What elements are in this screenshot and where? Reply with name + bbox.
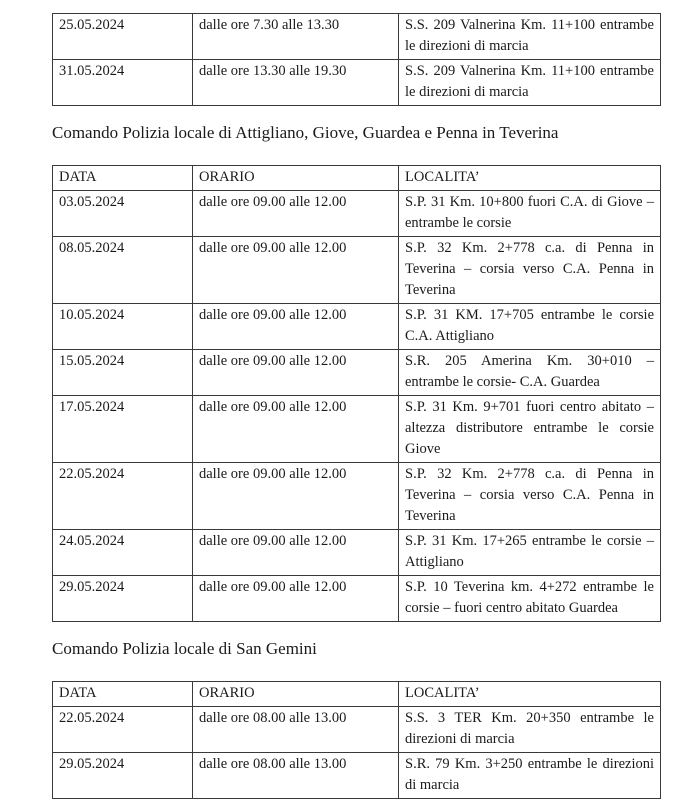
table-row: [53, 304, 661, 350]
location-cell: S.P. 10 Teverina km. 4+272 entrambe le corsie – fuori centro abitato Guardea: [399, 576, 661, 622]
table-row: [53, 60, 661, 106]
location-cell: S.P. 32 Km. 2+778 c.a. di Penna in Teverina – corsia verso C.A. Penna in Teverina: [399, 237, 661, 304]
location-cell: S.R. 79 Km. 3+250 entrambe le direzioni di marcia: [399, 753, 661, 799]
table-header-row: [53, 166, 661, 191]
date-cell: 31.05.2024: [53, 60, 193, 106]
date-cell: 22.05.2024: [53, 463, 193, 530]
table-row: [53, 463, 661, 530]
column-header-location: LOCALITA’: [399, 682, 661, 707]
schedule-table-san-gemini: [52, 681, 661, 799]
column-header-location: LOCALITA’: [399, 166, 661, 191]
location-cell: S.S. 209 Valnerina Km. 11+100 entrambe le direzioni di marcia: [399, 14, 661, 60]
section-heading-attigliano: Comando Polizia locale di Attigliano, Giove, Guardea e Penna in Teverina: [52, 123, 559, 142]
date-cell: 22.05.2024: [53, 707, 193, 753]
date-cell: 25.05.2024: [53, 14, 193, 60]
section-heading-san-gemini: Comando Polizia locale di San Gemini: [52, 639, 317, 658]
time-cell: dalle ore 08.00 alle 13.00: [193, 707, 399, 753]
time-cell: dalle ore 09.00 alle 12.00: [193, 396, 399, 463]
schedule-table-attigliano: [52, 165, 661, 622]
date-cell: 29.05.2024: [53, 576, 193, 622]
date-cell: 29.05.2024: [53, 753, 193, 799]
time-cell: dalle ore 09.00 alle 12.00: [193, 350, 399, 396]
location-cell: S.P. 31 Km. 10+800 fuori C.A. di Giove – entrambe le corsie: [399, 191, 661, 237]
location-cell: S.P. 31 KM. 17+705 entrambe le corsie C.A. Attigliano: [399, 304, 661, 350]
time-cell: dalle ore 13.30 alle 19.30: [193, 60, 399, 106]
location-cell: S.R. 205 Amerina Km. 30+010 – entrambe le corsie- C.A. Guardea: [399, 350, 661, 396]
date-cell: 10.05.2024: [53, 304, 193, 350]
date-cell: 15.05.2024: [53, 350, 193, 396]
table-row: [53, 707, 661, 753]
table-row: [53, 237, 661, 304]
column-header-date: DATA: [53, 166, 193, 191]
table-row: [53, 14, 661, 60]
time-cell: dalle ore 09.00 alle 12.00: [193, 237, 399, 304]
time-cell: dalle ore 09.00 alle 12.00: [193, 576, 399, 622]
table-row: [53, 753, 661, 799]
location-cell: S.P. 31 Km. 9+701 fuori centro abitato – altezza distributore entrambe le corsie Giove: [399, 396, 661, 463]
table-row: [53, 396, 661, 463]
location-cell: S.P. 31 Km. 17+265 entrambe le corsie – Attigliano: [399, 530, 661, 576]
time-cell: dalle ore 09.00 alle 12.00: [193, 191, 399, 237]
schedule-table-top: [52, 13, 661, 106]
time-cell: dalle ore 08.00 alle 13.00: [193, 753, 399, 799]
column-header-time: ORARIO: [193, 166, 399, 191]
time-cell: dalle ore 09.00 alle 12.00: [193, 304, 399, 350]
time-cell: dalle ore 7.30 alle 13.30: [193, 14, 399, 60]
location-cell: S.S. 3 TER Km. 20+350 entrambe le direzioni di marcia: [399, 707, 661, 753]
table-row: [53, 576, 661, 622]
date-cell: 17.05.2024: [53, 396, 193, 463]
table-row: [53, 191, 661, 237]
table-row: [53, 350, 661, 396]
time-cell: dalle ore 09.00 alle 12.00: [193, 463, 399, 530]
location-cell: S.S. 209 Valnerina Km. 11+100 entrambe le direzioni di marcia: [399, 60, 661, 106]
table-header-row: [53, 682, 661, 707]
column-header-time: ORARIO: [193, 682, 399, 707]
time-cell: dalle ore 09.00 alle 12.00: [193, 530, 399, 576]
table-row: [53, 530, 661, 576]
date-cell: 08.05.2024: [53, 237, 193, 304]
location-cell: S.P. 32 Km. 2+778 c.a. di Penna in Teverina – corsia verso C.A. Penna in Teverina: [399, 463, 661, 530]
column-header-date: DATA: [53, 682, 193, 707]
date-cell: 03.05.2024: [53, 191, 193, 237]
date-cell: 24.05.2024: [53, 530, 193, 576]
